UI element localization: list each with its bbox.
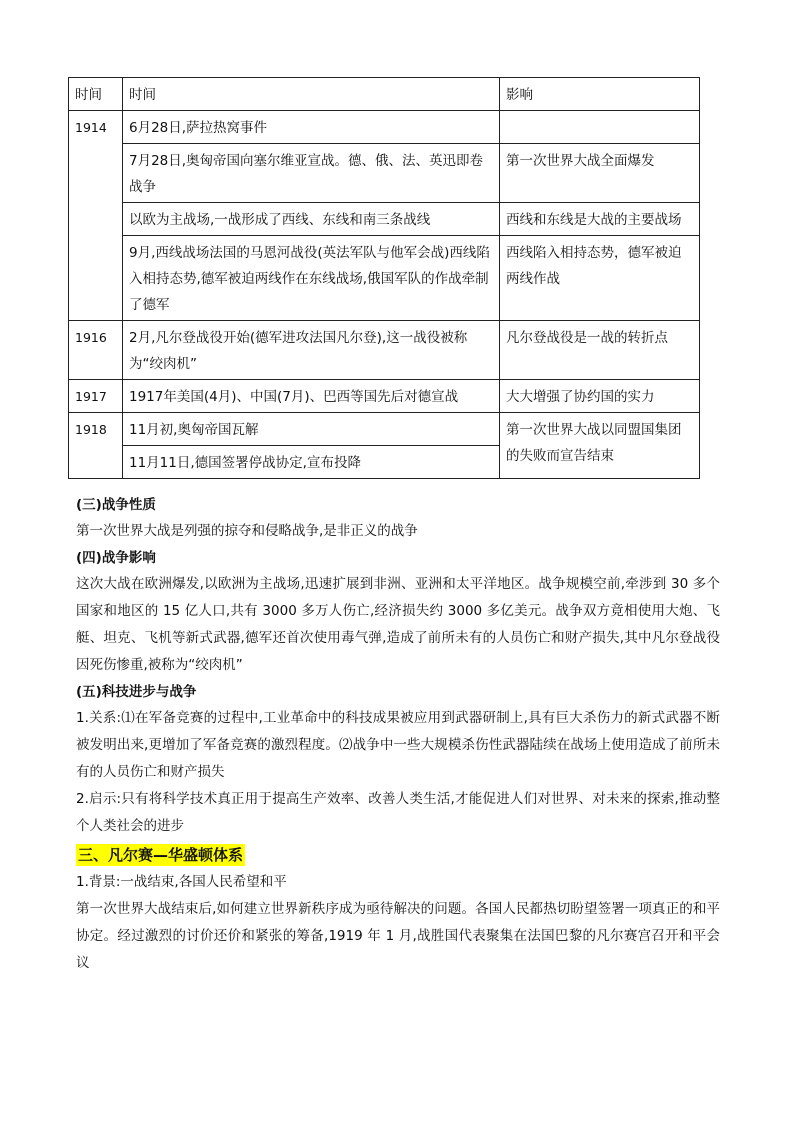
year-cell: 1917 <box>69 380 123 413</box>
table-row <box>69 203 700 236</box>
year-cell: 1916 <box>69 321 123 380</box>
table-row <box>69 413 700 446</box>
year-cell: 1914 <box>69 111 123 321</box>
impact-cell <box>500 111 700 144</box>
header-impact: 影响 <box>500 78 700 111</box>
paragraph-background: 1.背景:一战结束,各国人民希望和平 <box>76 874 287 890</box>
impact-cell: 西线陷入相持态势，德军被迫两线作战 <box>500 236 700 321</box>
section-heading-technology: (五)科技进步与战争 <box>76 684 197 700</box>
impact-cell: 西线和东线是大战的主要战场 <box>500 203 700 236</box>
events-table <box>68 77 700 479</box>
paragraph-impact: 这次大战在欧洲爆发,以欧洲为主战场,迅速扩展到非洲、亚洲和太平洋地区。战争规模空前,牵涉到 30 多个国家和地区的 15 亿人口,共有 3000 多万人伤亡,经济损失约 3000 多亿美元。战争双方竟相使用大炮、飞艇、坦克、飞机等新式武器,德军还首次使用毒气弹,造成了前所未有的人员伤亡和财产损失,其中凡尔登战役因死伤惨重,被称为“绞肉机” <box>76 576 720 673</box>
table-row <box>69 321 700 380</box>
body-text <box>76 492 720 977</box>
table-row <box>69 144 700 203</box>
impact-cell: 第一次世界大战以同盟国集团的失败而宣告结束 <box>500 413 700 479</box>
event-cell: 6月28日,萨拉热窝事件 <box>123 111 500 144</box>
table-row <box>69 111 700 144</box>
event-cell: 以欧为主战场,一战形成了西线、东线和南三条战线 <box>123 203 500 236</box>
event-cell: 7月28日,奥匈帝国向塞尔维亚宣战。德、俄、法、英迅即卷战争 <box>123 144 500 203</box>
impact-cell: 大大增强了协约国的实力 <box>500 380 700 413</box>
event-cell: 11月11日,德国签署停战协定,宣布投降 <box>123 446 500 479</box>
impact-cell: 凡尔登战役是一战的转折点 <box>500 321 700 380</box>
event-cell: 9月,西线战场法国的马恩河战役(英法军队与他军会战)西线陷入相持态势,德军被迫两线作在东线战场,俄国军队的作战牵制了德军 <box>123 236 500 321</box>
table-header-row <box>69 78 700 111</box>
event-cell: 1917年美国(4月)、中国(7月)、巴西等国先后对德宣战 <box>123 380 500 413</box>
header-year: 时间 <box>69 78 123 111</box>
impact-cell: 第一次世界大战全面爆发 <box>500 144 700 203</box>
event-cell: 2月,凡尔登战役开始(德军进攻法国凡尔登),这一战役被称为“绞肉机” <box>123 321 500 380</box>
paragraph-nature: 第一次世界大战是列强的掠夺和侵略战争,是非正义的战争 <box>76 523 418 539</box>
year-cell: 1918 <box>69 413 123 479</box>
event-cell: 11月初,奥匈帝国瓦解 <box>123 413 500 446</box>
table-row <box>69 236 700 321</box>
paragraph-insight: 2.启示:只有将科学技术真正用于提高生产效率、改善人类生活,才能促进人们对世界、对未来的探索,推动整个人类社会的进步 <box>76 791 720 834</box>
part-heading-versailles: 三、凡尔赛—华盛顿体系 <box>78 846 244 864</box>
section-heading-nature: (三)战争性质 <box>76 497 156 513</box>
header-event: 时间 <box>123 78 500 111</box>
paragraph-relation: 1.关系:⑴在军备竞赛的过程中,工业革命中的科技成果被应用到武器研制上,具有巨大杀伤力的新式武器不断被发明出来,更增加了军备竞赛的激烈程度。⑵战争中一些大规模杀伤性武器陆续在战场上使用造成了前所未有的人员伤亡和财产损失 <box>76 710 720 780</box>
section-heading-impact: (四)战争影响 <box>76 550 156 566</box>
paragraph-peace-conference: 第一次世界大战结束后,如何建立世界新秩序成为亟待解决的问题。各国人民都热切盼望签署一项真正的和平协定。经过激烈的讨价还价和紧张的筹备,1919 年 1 月,战胜国代表聚集在法国巴黎的凡尔赛宫召开和平会议 <box>76 901 720 971</box>
table-row <box>69 380 700 413</box>
